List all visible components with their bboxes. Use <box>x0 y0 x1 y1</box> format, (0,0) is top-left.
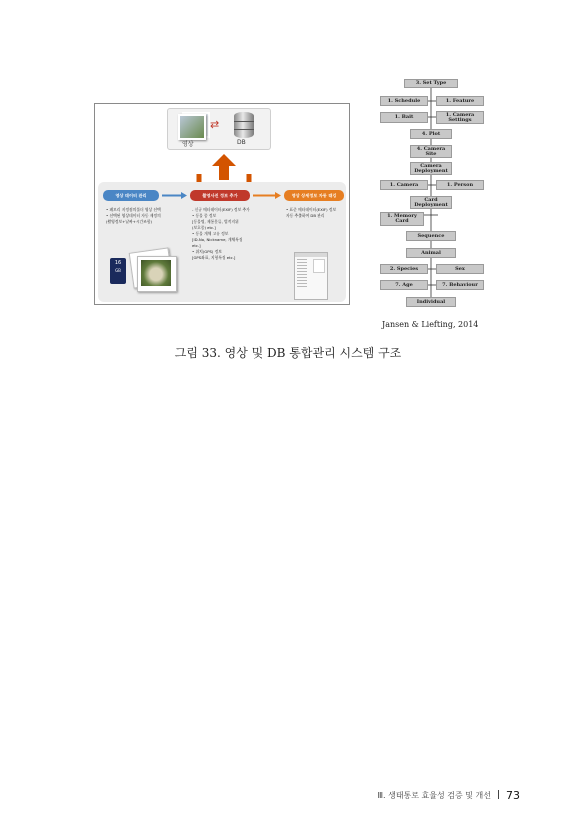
note-line: etc.] <box>192 243 201 248</box>
stage-arrow-icon <box>253 191 282 200</box>
database-icon <box>234 112 254 138</box>
photo-stack-icon <box>131 248 177 292</box>
figure-caption: 그림 33. 영상 및 DB 통합관리 시스템 구조 <box>174 346 402 360</box>
note-line: [GPS좌표, 지형특징 etc.] <box>192 255 236 260</box>
node-camera: 1. Camera <box>380 180 428 190</box>
node-individual: Individual <box>406 297 456 307</box>
note-line: • 폐모리 지정점의폴더 영상 선택 <box>106 207 161 212</box>
sd-card-unit: GB <box>115 268 121 273</box>
node-sex: Sex <box>436 264 484 274</box>
node-bait: 1. Bait <box>380 112 428 123</box>
note-line: • 표준 메타데이터(EXIF) 정보 <box>286 207 337 212</box>
note-line: • 동물 종 정보 <box>192 213 217 218</box>
note-line: 자동 추출하여 DB 관리 <box>286 213 325 218</box>
node-memory-card: 1. Memory Card <box>380 212 424 226</box>
note-line: - 신규 메타데이터(EXIF) 정보 추가 <box>192 207 250 212</box>
node-species: 2. Species <box>380 264 428 274</box>
photo-info-notes <box>192 207 250 261</box>
node-animal: Animal <box>406 248 456 258</box>
sd-card-size: 16 <box>114 260 122 266</box>
page-number: 73 <box>506 789 520 802</box>
node-schedule: 1. Schedule <box>380 96 428 106</box>
note-line: [ID-No, Nickname, 개체특징 <box>192 237 243 242</box>
node-age: 7. Age <box>380 280 428 290</box>
db-label: DB <box>237 139 246 146</box>
note-line: • 동물 개체 고유 정보 <box>192 231 229 236</box>
image-data-notes <box>106 207 161 225</box>
node-behaviour: 7. Behaviour <box>436 280 484 290</box>
node-card-deployment: Card Deployment <box>410 196 452 209</box>
sd-card-icon <box>110 258 126 284</box>
note-line: (보호종) etc.] <box>192 225 216 230</box>
node-person: 1. Person <box>436 180 484 190</box>
node-camera-settings: 1. Camera Settings <box>436 111 484 124</box>
stage-image-data: 영상 데이터 관리 <box>103 190 159 201</box>
note-line: (촬영정보+날짜+시간조합) <box>106 219 153 224</box>
node-camera-deployment: Camera Deployment <box>410 162 452 175</box>
system-diagram <box>94 103 350 305</box>
sync-arrows-icon: ⇄ <box>210 118 220 131</box>
footer-divider <box>498 790 499 799</box>
auto-tagging-notes <box>286 207 336 219</box>
stage-arrow-icon <box>162 191 188 200</box>
node-camera-site: 4. Camera Site <box>410 145 452 158</box>
node-plot: 4. Plot <box>410 129 452 139</box>
node-set-type: 3. Set Type <box>404 79 458 88</box>
stage-photo-info: 촬영사진 정보 추가 <box>190 190 250 201</box>
process-panel <box>98 182 346 302</box>
page-footer <box>377 789 520 802</box>
data-model-flowchart <box>376 78 486 310</box>
node-sequence: Sequence <box>406 231 456 241</box>
note-line: • 위치(GPS) 정보 <box>192 249 222 254</box>
footer-section: Ⅲ. 생태통로 효율성 검증 및 개선 <box>377 791 491 800</box>
figure-source: Jansen & Liefting, 2014 <box>382 320 479 329</box>
note-line: [동물명, 제통분류, 법적지위 <box>192 219 239 224</box>
stage-auto-tagging: 영상 상세정보 자동 태깅 <box>284 190 344 201</box>
photo-icon <box>178 114 206 140</box>
db-storage-box <box>167 108 271 150</box>
node-feature: 1. Feature <box>436 96 484 106</box>
photo-label: 영상 <box>182 141 194 148</box>
exif-window-icon <box>294 252 328 300</box>
note-line: • 선택된 영상데이터 자동 제정의 <box>106 213 161 218</box>
